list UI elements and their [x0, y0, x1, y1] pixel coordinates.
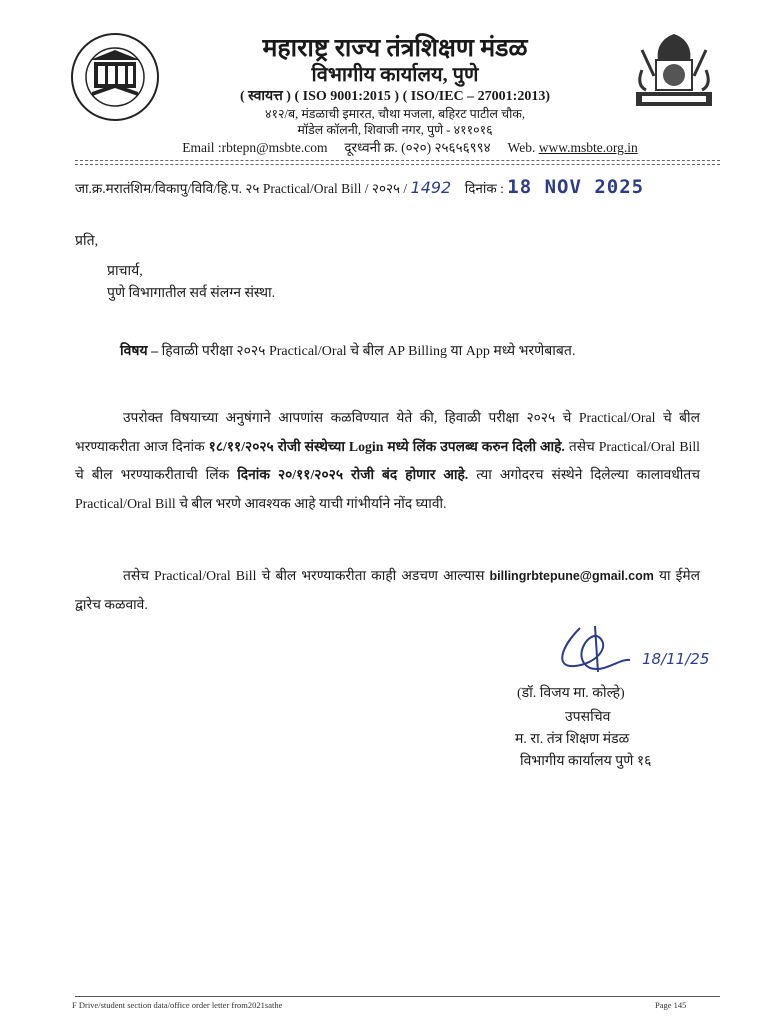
p1-part-b: १८/११/२०२५ रोजी संस्थेच्या Login मध्ये लिंक उपलब्ध करुन दिली आहे. [208, 438, 565, 454]
signatory-org: म. रा. तंत्र शिक्षण मंडळ [515, 732, 630, 747]
divider-2 [75, 164, 720, 165]
p1-part-d: दिनांक २०/११/२०२५ रोजी बंद होणार आहे. [237, 467, 469, 482]
date-label: दिनांक : [464, 181, 504, 196]
reference-number: जा.क्र.मरातंशिम/विकापु/विवि/हि.प. २५ Practical/Oral Bill / २०२५ / [75, 181, 408, 196]
p1-part-e: त्या अगोदरच संस्थेने दिलेल्या कालावधीतच Practical/Oral Bill चे बील भरणे आवश्यक आहे याची गांभीर्याने नोंद घ्यावी. [75, 467, 700, 511]
p1-part-a: उपरोक्त विषयाच्या अनुषंगाने आपणांस कळविण्यात येते की, हिवाळी परीक्षा २०२५ चे Practical/Oral चे बील भरण्याकरीता आज दिनांक [75, 410, 700, 454]
p2-part-b: या ईमेल द्वारेच कळवावे. [75, 568, 700, 612]
subject-line [120, 338, 575, 366]
signatory-designation: उपसचिव [565, 710, 611, 725]
divider-1 [75, 160, 720, 161]
addressee-title: प्राचार्य, [107, 264, 143, 279]
address-line-2: मॉडेल कॉलनी, शिवाजी नगर, पुणे - ४११०१६ [297, 123, 493, 137]
p1-part-c: तसेच Practical/Oral Bill चे बील भरण्याकरीताची लिंक [75, 438, 701, 482]
web-label: Web. [507, 140, 536, 155]
body-paragraph-1 [75, 404, 700, 518]
subject-text: हिवाळी परीक्षा २०२५ Practical/Oral चे बील AP Billing या App मध्ये भरणेबाबत. [161, 344, 576, 359]
footer-path: F Drive/student section data/office order letter from2021sathe [72, 1000, 283, 1010]
addressee-institutions: पुणे विभागातील सर्व संलग्न संस्था. [107, 286, 276, 301]
subject-label: विषय – [120, 344, 159, 359]
web-link[interactable]: www.msbte.org.in [538, 140, 638, 155]
support-email[interactable]: billingrbtepune@gmail.com [489, 569, 654, 583]
email-link[interactable]: rbtepn@msbte.com [221, 140, 328, 155]
prati: प्रति, [75, 234, 99, 249]
phone: दूरध्वनी क्र. (०२०) २५६५६९९४ [344, 140, 491, 155]
signatory-office: विभागीय कार्यालय पुणे १६ [520, 754, 652, 769]
handwritten-number: 1492 [410, 178, 452, 197]
body-paragraph-2 [75, 562, 700, 619]
msbte-logo-icon [70, 32, 160, 122]
signatory-name: (डॉ. विजय मा. कोल्हे) [517, 686, 625, 701]
signature-icon [550, 618, 650, 683]
p2-part-a: तसेच Practical/Oral Bill चे बील भरण्याकरीता काही अडचण आल्यास [123, 568, 485, 583]
reference-line [75, 176, 644, 198]
office-name: विभागीय कार्यालय, पुणे [311, 64, 479, 86]
page-number: Page 145 [655, 1000, 687, 1010]
footer-divider [75, 996, 720, 997]
org-name: महाराष्ट्र राज्य तंत्रशिक्षण मंडळ [262, 35, 528, 62]
emblem-icon [632, 30, 716, 122]
date-stamp: 18 NOV 2025 [507, 176, 645, 198]
address-line-1: ४१२/ब, मंडळाची इमारत, चौथा मजला, बहिरट पाटील चौक, [264, 107, 526, 121]
email-label: Email : [182, 140, 222, 155]
signature-date: 18/11/25 [642, 650, 710, 668]
certifications: ( स्वायत्त ) ( ISO 9001:2015 ) ( ISO/IEC – 27001:2013) [240, 89, 550, 104]
contact-line [100, 138, 720, 156]
